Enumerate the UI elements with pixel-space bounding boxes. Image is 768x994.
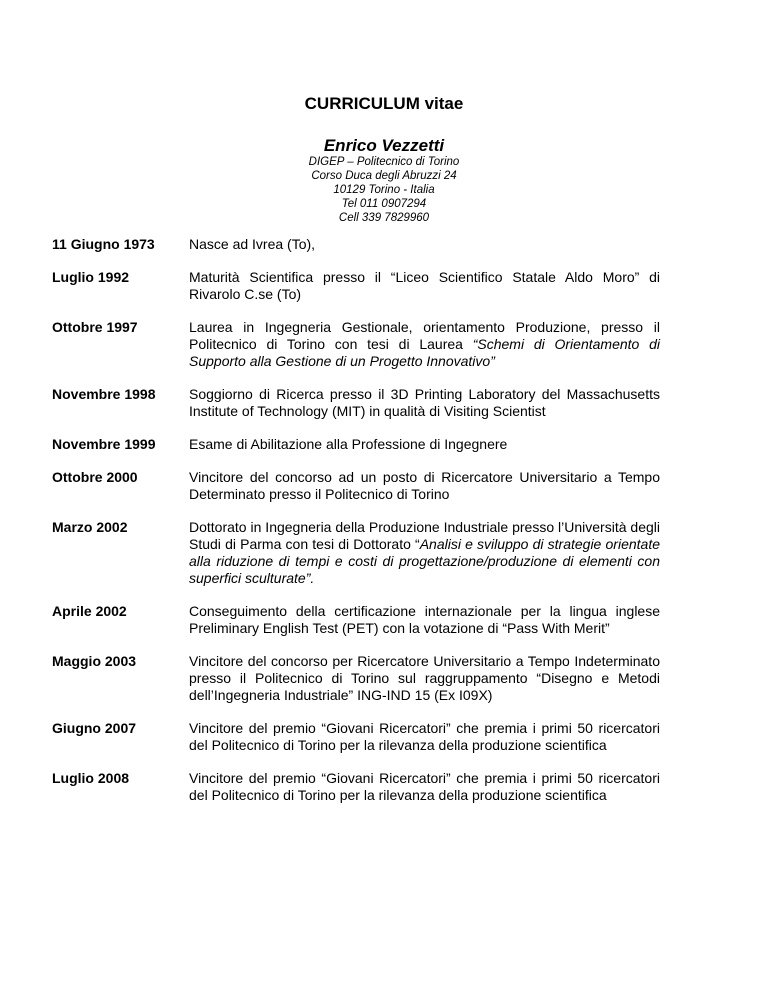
- cell-line: Cell 339 7829960: [338, 212, 430, 224]
- entry-description: Esame di Abilitazione alla Professione di Ingegnere: [189, 436, 508, 452]
- author-name: Enrico Vezzetti: [323, 136, 445, 155]
- entry-description: Soggiorno di Ricerca presso il 3D Printing Laboratory del Massachusetts Institute of Technology (MIT) in qualità di Visiting Scientist: [189, 386, 660, 419]
- cv-entry: [52, 519, 660, 587]
- address-line: DIGEP – Politecnico di Torino: [308, 156, 460, 168]
- entry-description: Maturità Scientifica presso il “Liceo Scientifico Statale Aldo Moro” di Rivarolo C.se (To): [189, 269, 660, 302]
- entry-date: Maggio 2003: [52, 653, 137, 669]
- cv-entry: [52, 386, 660, 420]
- entry-text: Laurea in Ingegneria Gestionale, orientamento Produzione, presso il Politecnico di Torino con tesi di Laurea: [189, 319, 660, 352]
- entry-date: Giugno 2007: [52, 720, 137, 736]
- phone-line: Tel 011 0907294: [341, 198, 427, 210]
- entry-date: Ottobre 2000: [52, 469, 138, 485]
- entry-description: Vincitore del concorso per Ricercatore Universitario a Tempo Indeterminato presso il Politecnico di Torino sul raggruppamento “Disegno e Metodi dell’Ingegneria Industriale” ING-IND 15 (Ex I09X): [189, 653, 660, 703]
- entry-description: Vincitore del premio “Giovani Ricercatori” che premia i primi 50 ricercatori del Politecnico di Torino per la rilevanza della produzione scientifica: [189, 770, 660, 803]
- entry-date: Aprile 2002: [52, 603, 127, 619]
- entry-date: Novembre 1999: [52, 436, 156, 452]
- document-title: CURRICULUM vitae: [304, 94, 464, 113]
- cv-entry: [52, 236, 660, 253]
- cv-entry: [52, 603, 660, 637]
- entry-text: Dottorato in Ingegneria della Produzione Industriale presso l’Università degli Studi di Parma con tesi di Dottorato “: [189, 519, 660, 552]
- entry-date: 11 Giugno 1973: [52, 236, 155, 252]
- cv-entry: [52, 469, 660, 503]
- address-line: 10129 Torino - Italia: [333, 184, 435, 196]
- entry-description: Vincitore del concorso ad un posto di Ricercatore Universitario a Tempo Determinato presso il Politecnico di Torino: [189, 469, 660, 502]
- cv-entry: [52, 720, 660, 754]
- thesis-title: Analisi e sviluppo di strategie orientate alla riduzione di tempi e costi di progettazione/produzione di elementi con superfici sculturate”.: [189, 536, 660, 586]
- address-line: Corso Duca degli Abruzzi 24: [311, 170, 457, 182]
- cv-entry: [52, 436, 660, 453]
- entry-description: Nasce ad Ivrea (To),: [189, 236, 316, 252]
- entry-description: [189, 319, 660, 370]
- entry-date: Luglio 2008: [52, 770, 130, 786]
- cv-entry: [52, 319, 660, 370]
- cv-entry: [52, 770, 660, 804]
- entry-date: Marzo 2002: [52, 519, 128, 535]
- address-block: [0, 155, 768, 225]
- thesis-title: “Schemi di Orientamento di Supporto alla Gestione di un Progetto Innovativo”: [189, 336, 660, 369]
- entry-description: Vincitore del premio “Giovani Ricercatori” che premia i primi 50 ricercatori del Politecnico di Torino per la rilevanza della produzione scientifica: [189, 720, 660, 753]
- entry-date: Ottobre 1997: [52, 319, 138, 335]
- entry-date: Luglio 1992: [52, 269, 130, 285]
- entry-date: Novembre 1998: [52, 386, 156, 402]
- entry-description: [189, 519, 660, 587]
- entry-description: Conseguimento della certificazione internazionale per la lingua inglese Preliminary English Test (PET) con la votazione di “Pass With Merit”: [189, 603, 660, 636]
- cv-entries: [52, 236, 660, 820]
- cv-entry: [52, 653, 660, 704]
- cv-entry: [52, 269, 660, 303]
